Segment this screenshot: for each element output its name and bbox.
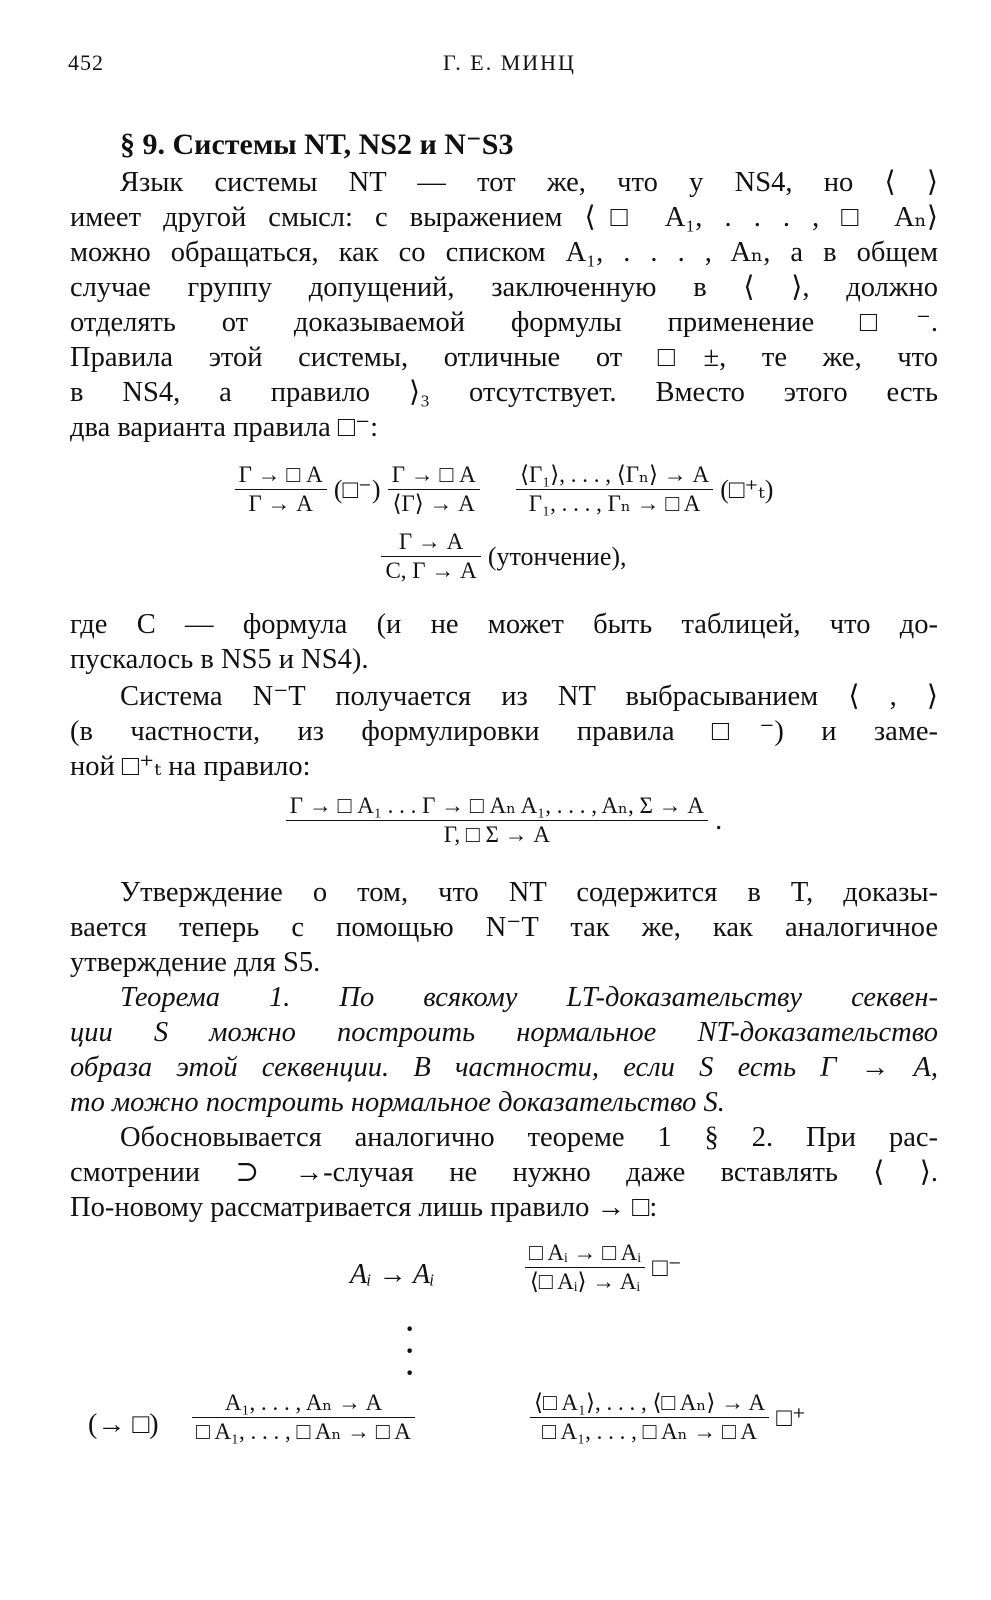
text-line: ной □⁺ₜ на правило: [70, 751, 311, 782]
paragraph-1 [70, 165, 938, 445]
text-line: смотрении ⊃ →-случая не нужно даже вставлять ⟨ ⟩. [70, 1157, 938, 1188]
rule-label: (□⁺ₜ) [720, 475, 774, 504]
text-line: Язык системы NT — тот же, что у NS4, но ⟨ ⟩ [120, 167, 938, 198]
text-line: то можно построить нормальное доказательство S. [70, 1087, 725, 1118]
text-line: ции S можно построить нормальное NT-доказательство [70, 1017, 938, 1048]
text-line: два варианта правила □⁻: [70, 412, 379, 443]
text-line: где C — формула (и не может быть таблицей, что до- [70, 609, 938, 640]
text-line: отделять от доказываемой формулы применение □⁻. [70, 307, 938, 338]
text-line: можно обращаться, как со списком A₁, . . . , Aₙ, а в общем [70, 237, 938, 268]
text-line: (в частности, из формулировки правила □⁻) и заме- [70, 716, 938, 747]
proof-ellipsis-dots: · · · [405, 1314, 415, 1389]
paragraph-5 [70, 1120, 938, 1225]
text-line: пускалось в NS5 и NS4). [70, 644, 369, 675]
running-head: Г. Е. МИНЦ [443, 50, 576, 75]
paragraph-2 [70, 607, 938, 677]
text-line: в NS4, а правило ⟩₃ отсутствует. Вместо этого есть [70, 377, 938, 408]
rule-label: (утончение), [487, 542, 627, 571]
rule-refinement-fraction: $\frac{\Gamma \to A}{C, \Gamma \to A}$ [381, 528, 480, 585]
text-line: Обосновывается аналогично теореме 1 § 2. При рас- [120, 1122, 938, 1153]
text-line: утверждение для S5. [70, 947, 321, 978]
rule-box-minus-2: $\frac{\Gamma \to □ A}{⟨\Gamma⟩ \to A}$ [388, 461, 480, 518]
rules-box-minus [70, 461, 938, 518]
rule-nt: $\frac{\text{Γ → □ A₁ . . . Γ → □ Aₙ A₁, . . . , Aₙ, Σ → A}}{\Gamma, □ \Sigma \to A}$ . [70, 792, 938, 849]
page-number: 452 [68, 50, 104, 75]
proof-top-rule: $\frac{\text{□ Aᵢ → □ Aᵢ}}{\text{⟨□ Aᵢ⟩ → Aᵢ}}$ □⁻ [525, 1239, 682, 1296]
text-line: вается теперь с помощью N⁻T так же, как аналогичное [70, 912, 938, 943]
text-line: имеет другой смысл: с выражением ⟨□ A₁, . . . , □ Aₙ⟩ [70, 202, 938, 233]
rule-label-to-box: (→ □) [88, 1409, 159, 1440]
rule-box-minus-1: $\frac{\Gamma \to □ A}{\Gamma \to A}$ [235, 461, 327, 518]
theorem-1 [70, 980, 938, 1120]
section-title: § 9. Системы NT, NS2 и N⁻S3 [120, 128, 514, 161]
text-line: Утверждение о том, что NT содержится в T, доказы- [120, 877, 938, 908]
text-line: образа этой секвенции. В частности, если S есть Γ → A, [70, 1052, 938, 1083]
axiom: Aᵢ → Aᵢ [350, 1259, 435, 1290]
text-line: По-новому рассматривается лишь правило → □: [70, 1192, 658, 1223]
text-line: Правила этой системы, отличные от □±, те же, что [70, 342, 938, 373]
text-line: случае группу допущений, заключенную в ⟨ ⟩, должно [70, 272, 938, 303]
rule-refinement [70, 528, 938, 585]
proof-left-rule: $\frac{\text{A₁, . . . , Aₙ → A}}{\text{□ A₁, . . . , □ Aₙ → □ A}}$ [192, 1389, 415, 1446]
proof-tree [70, 1239, 938, 1469]
page-header [68, 50, 951, 80]
paragraph-4 [70, 875, 938, 980]
text-line: Теорема 1. По всякому LT-доказательству секвен- [120, 982, 938, 1013]
proof-right-rule: $\frac{\text{⟨□ A₁⟩, . . . , ⟨□ Aₙ⟩ → A}}{\text{□ A₁, . . . , □ Aₙ → □ A}}$ □⁺ [530, 1389, 806, 1446]
page-body [70, 125, 938, 1469]
rule-label: (□⁻) [333, 475, 381, 504]
rule-nt-fraction: $\frac{\text{Γ → □ A₁ . . . Γ → □ Aₙ A₁, . . . , Aₙ, Σ → A}}{\Gamma, □ \Sigma \to A}$ [286, 792, 708, 849]
paragraph-3 [70, 679, 938, 784]
rule-box-plus-t: $\frac{\text{⟨Γ₁⟩, . . . , ⟨Γₙ⟩ → A}}{\text{Γ₁, . . . , Γₙ → □ A}}$ [516, 461, 713, 518]
text-line: Система N⁻T получается из NT выбрасыванием ⟨ , ⟩ [120, 681, 938, 712]
